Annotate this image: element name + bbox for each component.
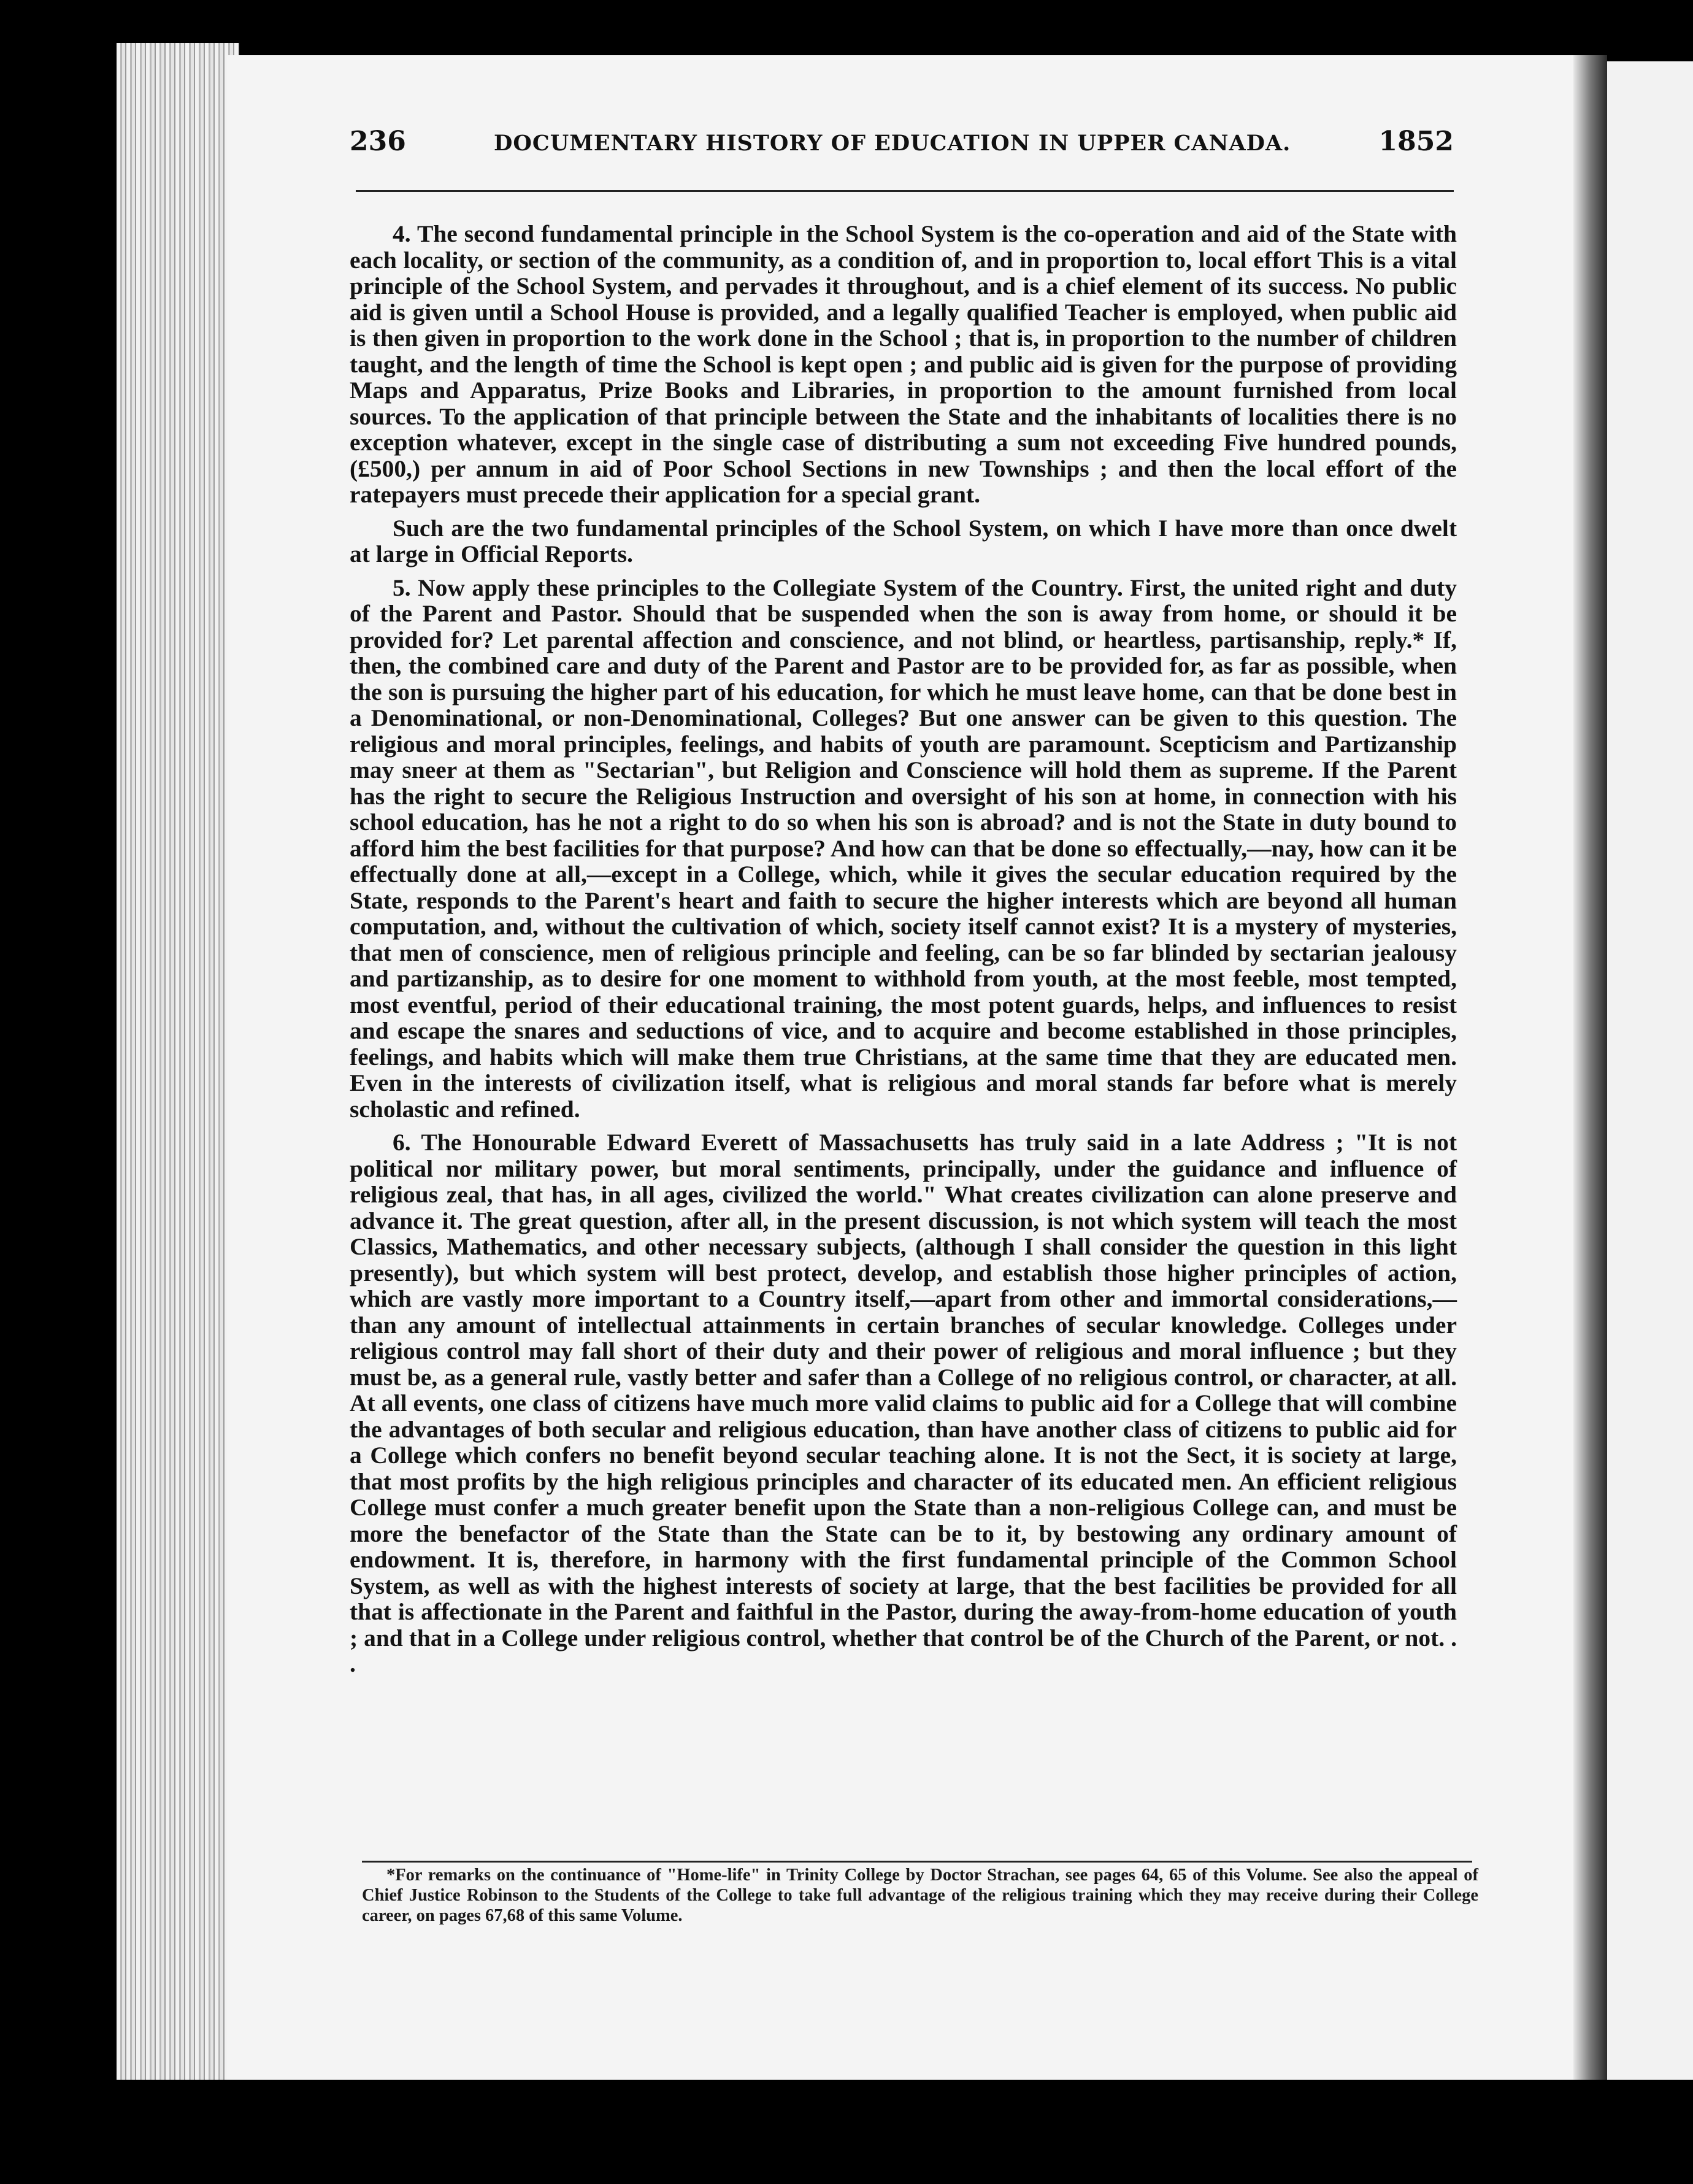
footnote-text: *For remarks on the continuance of "Home-life" in Trinity College by Doctor Strachan, see pages 64, 65 of this Volume. See also the appeal of Chief Justice Robinson to the Students of the College to take full advantage of the religious training which they may receive during their College career, on pages 67,68 of this same Volume. (362, 1866, 1478, 1925)
paragraph-4: 4. The second fundamental principle in the School System is the co-operation and aid of the State with each locality, or section of the community, as a condition of, and in proportion to, local effort This is a vital principle of the School System, and pervades it throughout, and is a chief element of its success. No public aid is given until a School House is provided, and a legally qualified Teacher is employed, when public aid is then given in proportion to the work done in the School ; that is, in proportion to the number of children taught, and the length of time the School is kept open ; and public aid is given for the purpose of providing Maps and Apparatus, Prize Books and Libraries, in proportion to the amount furnished from local sources. To the application of that principle between the State and the inhabitants of localities there is no exception whatever, except in the single case of distributing a sum not exceeding Five hundred pounds, (£500,) per annum in aid of Poor School Sections in new Townships ; and then the local effort of the ratepayers must precede their application for a special grant. (350, 220, 1457, 508)
running-year: 1852 (1378, 126, 1454, 157)
header-rule (356, 190, 1454, 192)
footnote (362, 1865, 1478, 1926)
page-number: 236 (350, 126, 406, 157)
facing-page (1607, 61, 1693, 2080)
paragraph-summary: Such are the two fundamental principles of the School System, on which I have more than once dwelt at large in Official Reports. (350, 514, 1457, 567)
body-text (350, 221, 1457, 1685)
running-head (350, 126, 1454, 169)
book-page-edges (117, 43, 239, 2080)
running-title: DOCUMENTARY HISTORY OF EDUCATION IN UPPER CANADA. (494, 131, 1291, 156)
paragraph-5: 5. Now apply these principles to the Collegiate System of the Country. First, the united right and duty of the Parent and Pastor. Should that be suspended when the son is away from home, or should it be provided for? Let parental affection and conscience, and not blind, or heartless, partisanship, reply.* If, then, the combined care and duty of the Parent and Pastor are to be provided for, as far as possible, when the son is pursuing the higher part of his education, for which he must leave home, can that be done best in a Denominational, or non-Denominational, Colleges? But one answer can be given to this question. The religious and moral principles, feelings, and habits of youth are paramount. Scepticism and Partizanship may sneer at them as "Sectarian", but Religion and Conscience will hold them as supreme. If the Parent has the right to secure the Religious Instruction and oversight of his son at home, in connection with his school education, has he not a right to do so when his son is abroad? and is not the State in duty bound to afford him the best facilities for that purpose? And how can that be done so effectually,—nay, how can it be effectually done at all,—except in a College, which, while it gives the secular education required by the State, responds to the Parent's heart and faith to secure the higher interests which are beyond all human computation, and, without the cultivation of which, society itself cannot exist? It is a mystery of mysteries, that men of conscience, men of religious principle and feeling, can be so far blinded by sectarian jealousy and partizanship, as to desire for one moment to withhold from youth, at the most feeble, most tempted, most eventful, period of their educational training, the most potent guards, helps, and influences to resist and escape the snares and seductions of vice, and to acquire and become established in those principles, feelings, and habits which will make them true Christians, at the same time that they are educated men. Even in the interests of civilization itself, what is religious and moral stands far before what is merely scholastic and refined. (350, 574, 1457, 1123)
paragraph-6: 6. The Honourable Edward Everett of Massachusetts has truly said in a late Address ; "It is not political nor military power, but moral sentiments, principally, under the guidance and influence of religious zeal, that has, in all ages, civilized the world." What creates civilization can alone preserve and advance it. The great question, after all, in the present discussion, is not which system will teach the most Classics, Mathematics, and other necessary subjects, (although I shall consider the question in this light presently), but which system will best protect, develop, and establish those higher principles of action, which are vastly more important to a Country itself,—apart from other and immortal considerations,—than any amount of intellectual attainments in certain branches of secular knowledge. Colleges under religious control may fall short of their duty and their power of religious and moral influence ; but they must be, as a general rule, vastly better and safer than a College of no religious control, or character, at all. At all events, one class of citizens have much more valid claims to public aid for a College that will combine the advantages of both secular and religious education, than have another class of citizens to public aid for a College which confers no benefit beyond secular teaching alone. It is not the Sect, it is society at large, that most profits by the high religious principles and character of its educated men. An efficient religious College must confer a much greater benefit upon the State than a non-religious College can, and must be more the benefactor of the State than the State can be to it, by bestowing any ordinary amount of endowment. It is, therefore, in harmony with the first fundamental principle of the Common School System, as well as with the highest interests of society at large, that the best facilities be provided for all that is affectionate in the Parent and faithful in the Pastor, during the away-from-home education of youth ; and that in a College under religious control, whether that control be of the Church of the Parent, or not. . . (350, 1129, 1457, 1677)
footnote-rule (362, 1861, 1472, 1863)
book-gutter (1573, 55, 1607, 2080)
